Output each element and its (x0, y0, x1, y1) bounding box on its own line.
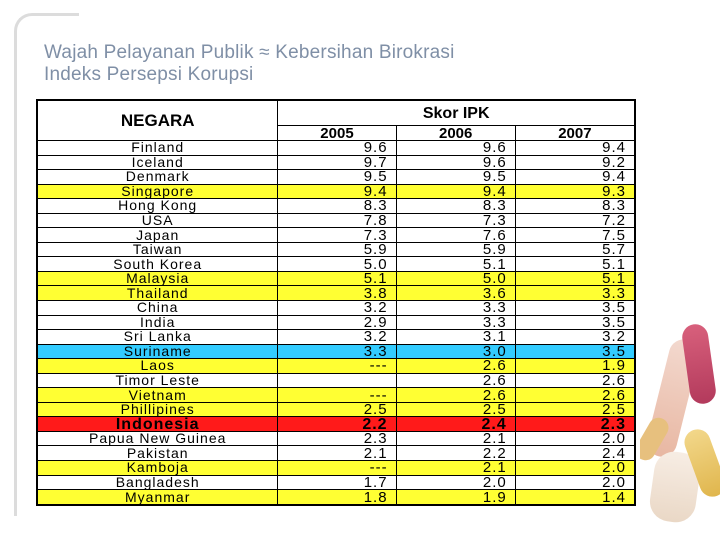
country-cell: Japan (38, 228, 277, 242)
country-cell: Pakistan (38, 446, 277, 460)
country-cell: Malaysia (38, 272, 277, 286)
table-row (38, 214, 634, 228)
table-row (38, 156, 634, 170)
score-cell-2007: 2.5 (516, 403, 634, 417)
country-cell: Singapore (38, 185, 277, 199)
score-cell-2005: 2.1 (278, 446, 395, 460)
score-cell-2007: 5.1 (516, 257, 634, 271)
score-cell-2005: 3.8 (278, 286, 395, 300)
score-cell-2006: 2.1 (397, 432, 515, 446)
slide-title-line-2: Indeks Persepsi Korupsi (44, 64, 254, 85)
header-year-2006: 2006 (397, 126, 515, 140)
score-cell-2005: --- (278, 388, 395, 402)
score-cell-2007: 2.6 (516, 388, 634, 402)
country-cell: China (38, 301, 277, 315)
score-cell-2006: 2.0 (397, 476, 515, 490)
score-cell-2006: 9.4 (397, 185, 515, 199)
score-cell-2007: 1.9 (516, 359, 634, 373)
score-cell-2007: 9.4 (516, 170, 634, 184)
table-row (38, 272, 634, 286)
score-cell-2006: 7.3 (397, 214, 515, 228)
country-cell: Hong Kong (38, 199, 277, 213)
score-cell-2007: 2.3 (516, 417, 634, 431)
country-cell: Iceland (38, 156, 277, 170)
score-cell-2006: 3.3 (397, 316, 515, 330)
score-cell-2006: 5.0 (397, 272, 515, 286)
score-cell-2005: 9.6 (278, 141, 395, 155)
score-cell-2007: 3.2 (516, 330, 634, 344)
table-row (38, 141, 634, 155)
score-cell-2005: 8.3 (278, 199, 395, 213)
score-cell-2005: 1.8 (278, 490, 395, 504)
country-cell: Bangladesh (38, 476, 277, 490)
score-cell-2006: 1.9 (397, 490, 515, 504)
score-cell-2007: 3.3 (516, 286, 634, 300)
table-row (38, 228, 634, 242)
score-cell-2006: 2.6 (397, 359, 515, 373)
country-cell: Suriname (38, 345, 277, 359)
score-cell-2007: 3.5 (516, 301, 634, 315)
score-cell-2006: 9.6 (397, 156, 515, 170)
table-row (38, 461, 634, 475)
score-cell-2005: 3.2 (278, 330, 395, 344)
score-cell-2006: 8.3 (397, 199, 515, 213)
score-cell-2005: 1.7 (278, 476, 395, 490)
score-cell-2005: 5.9 (278, 243, 395, 257)
score-cell-2006: 3.6 (397, 286, 515, 300)
score-cell-2007: 2.0 (516, 461, 634, 475)
ipk-table-frame (36, 99, 636, 506)
country-cell: South Korea (38, 257, 277, 271)
country-cell: Thailand (38, 286, 277, 300)
score-cell-2005 (278, 374, 395, 388)
score-cell-2005: --- (278, 359, 395, 373)
header-score-group: Skor IPK (278, 101, 634, 125)
header-country: NEGARA (38, 101, 277, 140)
score-cell-2005: 5.1 (278, 272, 395, 286)
table-row (38, 476, 634, 490)
score-cell-2006: 9.5 (397, 170, 515, 184)
score-cell-2005: 5.0 (278, 257, 395, 271)
score-cell-2006: 3.3 (397, 301, 515, 315)
table-row (38, 199, 634, 213)
score-cell-2006: 9.6 (397, 141, 515, 155)
score-cell-2005: 9.4 (278, 185, 395, 199)
table-row (38, 316, 634, 330)
score-cell-2005: 7.3 (278, 228, 395, 242)
score-cell-2007: 1.4 (516, 490, 634, 504)
score-cell-2007: 7.2 (516, 214, 634, 228)
country-cell: Papua New Guinea (38, 432, 277, 446)
score-cell-2006: 2.2 (397, 446, 515, 460)
table-row (38, 170, 634, 184)
score-cell-2006: 2.1 (397, 461, 515, 475)
slide-title (44, 42, 455, 86)
country-cell: USA (38, 214, 277, 228)
score-cell-2005: 9.7 (278, 156, 395, 170)
table-row (38, 403, 634, 417)
score-cell-2006: 7.6 (397, 228, 515, 242)
table-row (38, 417, 634, 431)
country-cell: Taiwan (38, 243, 277, 257)
score-cell-2007: 3.5 (516, 345, 634, 359)
table-row (38, 301, 634, 315)
score-cell-2006: 2.4 (397, 417, 515, 431)
country-cell: India (38, 316, 277, 330)
score-cell-2007: 3.5 (516, 316, 634, 330)
country-cell: Myanmar (38, 490, 277, 504)
score-cell-2005: 2.3 (278, 432, 395, 446)
country-cell: Denmark (38, 170, 277, 184)
score-cell-2007: 9.3 (516, 185, 634, 199)
score-cell-2007: 2.0 (516, 432, 634, 446)
table-row (38, 446, 634, 460)
score-cell-2007: 5.1 (516, 272, 634, 286)
country-cell: Indonesia (38, 417, 277, 431)
score-cell-2007: 2.0 (516, 476, 634, 490)
score-cell-2007: 2.6 (516, 374, 634, 388)
score-cell-2006: 3.0 (397, 345, 515, 359)
score-cell-2006: 2.5 (397, 403, 515, 417)
score-cell-2007: 7.5 (516, 228, 634, 242)
score-cell-2006: 5.1 (397, 257, 515, 271)
country-cell: Phillipines (38, 403, 277, 417)
score-cell-2006: 2.6 (397, 388, 515, 402)
table-row (38, 345, 634, 359)
table-row (38, 490, 634, 504)
score-cell-2007: 5.7 (516, 243, 634, 257)
score-cell-2007: 9.2 (516, 156, 634, 170)
score-cell-2007: 8.3 (516, 199, 634, 213)
score-cell-2005: 2.5 (278, 403, 395, 417)
score-cell-2005: 3.3 (278, 345, 395, 359)
country-cell: Vietnam (38, 388, 277, 402)
score-cell-2005: 3.2 (278, 301, 395, 315)
country-cell: Kamboja (38, 461, 277, 475)
table-row (38, 432, 634, 446)
header-year-2007: 2007 (516, 126, 634, 140)
score-cell-2006: 3.1 (397, 330, 515, 344)
country-cell: Finland (38, 141, 277, 155)
table-row (38, 257, 634, 271)
score-cell-2005: 7.8 (278, 214, 395, 228)
table-row (38, 243, 634, 257)
table-row (38, 330, 634, 344)
country-cell: Sri Lanka (38, 330, 277, 344)
country-cell: Laos (38, 359, 277, 373)
score-cell-2005: 2.9 (278, 316, 395, 330)
table-row (38, 185, 634, 199)
score-cell-2005: 9.5 (278, 170, 395, 184)
score-cell-2005: --- (278, 461, 395, 475)
slide-title-line-1: Wajah Pelayanan Publik ≈ Kebersihan Birokrasi (44, 42, 455, 63)
table-row (38, 374, 634, 388)
table-row (38, 388, 634, 402)
score-cell-2007: 9.4 (516, 141, 634, 155)
pills-decoration-image (640, 320, 720, 540)
country-cell: Timor Leste (38, 374, 277, 388)
score-cell-2006: 5.9 (397, 243, 515, 257)
score-cell-2006: 2.6 (397, 374, 515, 388)
ipk-table (37, 100, 635, 505)
score-cell-2007: 2.4 (516, 446, 634, 460)
header-year-2005: 2005 (278, 126, 395, 140)
score-cell-2005: 2.2 (278, 417, 395, 431)
table-row (38, 359, 634, 373)
table-row (38, 286, 634, 300)
